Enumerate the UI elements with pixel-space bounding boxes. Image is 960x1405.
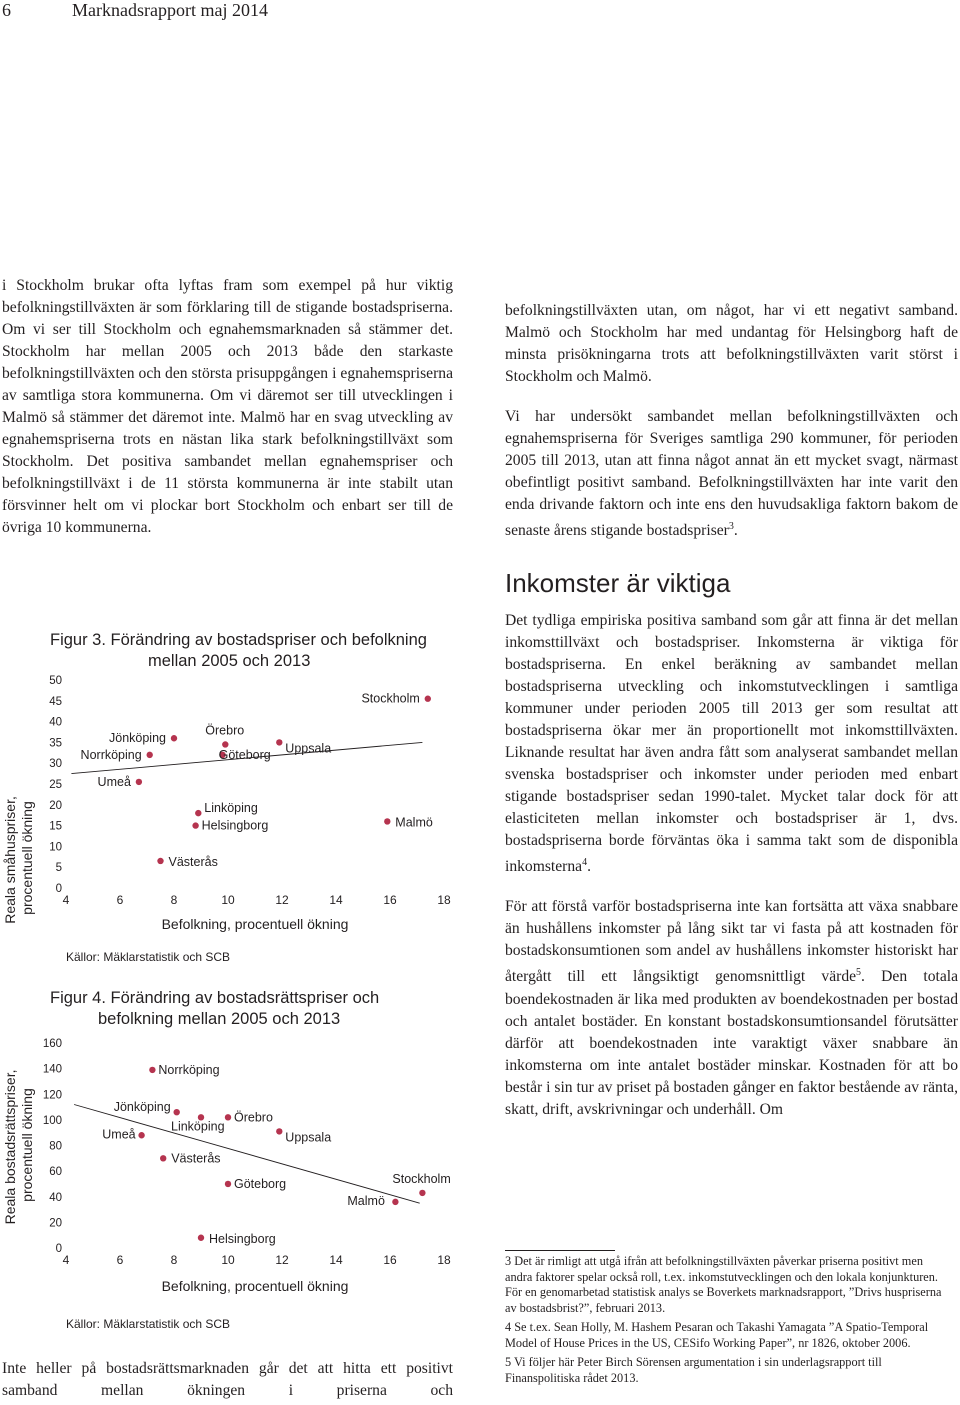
footnote-ref[interactable]: 5 — [856, 967, 862, 979]
figure-title: befolkning mellan 2005 och 2013 — [98, 1010, 341, 1028]
page-header — [2, 0, 268, 21]
figure-title: Figur 3. Förändring av bostadspriser och befolkning — [50, 631, 427, 649]
y-axis-label — [2, 792, 35, 924]
y-tick-label: 45 — [49, 695, 62, 708]
y-tick-label: 20 — [49, 799, 62, 812]
figure-source: Källor: Mäklarstatistik och SCB — [66, 1317, 231, 1330]
footnote: 4 Se t.ex. Sean Holly, M. Hashem Pesaran och Takashi Yamagata ”A Spatio-Temporal Model of House Prices in the US, CESifo Working Paper”, nr 1826, oktober 2006. — [505, 1320, 929, 1350]
data-point — [276, 1128, 282, 1134]
y-axis-label-line: Reala småhuspriser, — [2, 796, 18, 924]
data-point — [147, 752, 153, 758]
y-tick-label: 50 — [49, 675, 62, 687]
y-tick-label: 0 — [55, 1243, 62, 1255]
data-point — [138, 1132, 144, 1138]
y-tick-label: 25 — [49, 779, 62, 791]
data-label: Stockholm — [361, 691, 420, 706]
footnote: 5 Vi följer här Peter Birch Sörensen argumentation i sin underlagsrapport till Finanspolitiska rådet 2013. — [505, 1355, 882, 1385]
footnote-ref[interactable]: 3 — [728, 521, 734, 532]
body-paragraph: befolkningstillväxten utan, om något, har vi ett negativt samband. Malmö och Stockholm har med undantag för Helsingborg haft de minsta prisökningarna trots att befolkningstillväxten varit störst i Stockholm och Malmö. — [505, 302, 958, 385]
y-tick-label: 15 — [49, 820, 62, 833]
data-label: Helsingborg — [209, 1231, 276, 1246]
body-paragraph: i Stockholm brukar ofta lyftas fram som exempel på hur viktig befolkningstillväxten är som förklaring till de stigande bostadspriserna. Om vi ser till Stockholm och egnahemsmarknaden så stämmer det. Stockholm har mellan 2005 och 2013 både den starkaste befolkningstillväxten och den största prisuppgången i egnahemspriserna av samtliga stora kommunerna. Om vi däremot ser till utvecklingen i Malmö så stämmer det däremot inte. Malmö har en svag utveckling av egnahemspriserna trots en nästan lika stark befolkningstillväxt som Stockholm. Det positiva sambandet mellan egnahemspriser och befolkningstillväxt i de 11 största kommunerna är inte stabilt utan försvinner helt om vi plockar bort Stockholm och enbart ser till de övriga 10 kommunerna. — [2, 277, 453, 536]
x-tick-label: 16 — [383, 1253, 397, 1267]
data-label: Göteborg — [234, 1176, 287, 1191]
footnote: 3 Det är rimligt att utgå ifrån att befolkningstillväxten påverkar priserna positivt men andra faktorer spelar också roll, t.ex. inkomstutvecklingen och den lokala konjunkturen. För en genomarbetad statistisk analys se Boverkets marknadsrapport, ”Drivs huspriserna av bostadsbrist?”, februari 2013. — [505, 1254, 942, 1315]
body-paragraph: Inte heller på bostadsrättsmarknaden går det att hitta ett positivt samband mellan ökningen i priserna och — [2, 1360, 453, 1399]
body-paragraph — [505, 406, 958, 542]
footnotes — [505, 1254, 950, 1390]
x-tick-label: 18 — [437, 1253, 451, 1267]
x-tick-label: 14 — [329, 1253, 343, 1267]
data-point — [425, 696, 431, 702]
y-axis-label-line: procentuell ökning — [19, 801, 35, 915]
x-tick-label: 18 — [437, 893, 451, 907]
y-tick-label: 40 — [49, 1191, 62, 1204]
data-point — [136, 779, 142, 785]
data-label: Norrköping — [80, 747, 142, 762]
x-tick-label: 12 — [275, 893, 289, 907]
data-label: Stockholm — [392, 1171, 451, 1186]
y-tick-label: 10 — [49, 841, 62, 854]
report-title: Marknadsrapport maj 2014 — [72, 0, 268, 20]
data-label: Malmö — [395, 815, 433, 830]
data-label: Norrköping — [158, 1062, 220, 1077]
y-tick-label: 120 — [42, 1089, 62, 1102]
data-point — [160, 1155, 166, 1161]
y-tick-label: 60 — [49, 1166, 62, 1179]
page-number: 6 — [2, 0, 11, 20]
figure-source: Källor: Mäklarstatistik och SCB — [66, 950, 231, 964]
data-label: Umeå — [97, 774, 131, 789]
paragraph-text: . — [733, 522, 738, 540]
data-label: Malmö — [347, 1193, 385, 1208]
paragraph-text: Det tydliga empiriska positiva samband som går att finna är det mellan inkomsttillväxt och bostadspriser. Inkomsterna är viktiga för bostadspriserna. En enkel beräkning av sambandet mellan bostadspriserna utveckling och inkomstutvecklingen i samtliga kommuner under perioden 2005 till 2013 ger som resultat att bostadspriserna ökar mer än proportionellt mot inkomsttillväxten. Liknande resultat har även andra fått som analyserat sambandet mellan svenska bostadspriser och inkomster under perioden med enbart stigande bostadspriser sedan 1990-talet. Mycket talar dock för att elasticiteten mellan inkomster och bostadspriser är 1, dvs. bostadspriserna borde förväntas öka i samma takt som de disponibla inkomsterna — [505, 612, 958, 876]
x-tick-label: 8 — [170, 893, 178, 907]
data-label: Jönköping — [113, 1100, 171, 1115]
data-point — [225, 1114, 231, 1120]
section-heading: Inkomster är viktiga — [505, 568, 731, 599]
right-column — [505, 300, 958, 1139]
y-tick-label: 140 — [42, 1063, 62, 1076]
body-paragraph — [505, 896, 958, 1120]
paragraph-text: Vi har undersökt sambandet mellan befolkningstillväxten och egnahemspriserna för Sveriges samtliga 290 kommuner, för perioden 2005 till 2013, utan att finna något annat än ett mycket svagt, närmast obefintligt positivt samband. Befolkningstillväxten har inte varit den enda drivande faktorn och inte ens den huvudsakliga faktorn bakom de senaste årens stigande bostadspriser — [505, 408, 958, 540]
data-point — [198, 1235, 204, 1241]
data-label: Uppsala — [285, 741, 332, 756]
figure-title: mellan 2005 och 2013 — [148, 652, 311, 670]
data-point — [149, 1067, 155, 1073]
data-label: Umeå — [102, 1127, 136, 1142]
y-tick-label: 80 — [49, 1140, 62, 1153]
data-label: Helsingborg — [201, 818, 269, 833]
data-label: Göteborg — [218, 747, 271, 762]
figure-title: Figur 4. Förändring av bostadsrättspriser och — [50, 989, 380, 1007]
plot-area — [43, 1038, 451, 1267]
x-tick-label: 16 — [383, 893, 397, 907]
x-tick-label: 10 — [221, 1253, 235, 1267]
x-tick-label: 10 — [221, 893, 235, 907]
figure-4-chart — [0, 985, 470, 1330]
data-label: Linköping — [204, 801, 258, 816]
x-tick-label: 4 — [62, 1253, 70, 1267]
figure-3-chart — [0, 625, 470, 970]
y-tick-label: 40 — [49, 716, 62, 729]
paragraph-text: För att förstå varför bostadspriserna inte kan fortsätta att växa snabbare än hushållens inkomster på lång sikt tar vi fasta på att kostnaden för bostadskonsumtionen som andel av hushållens inkomster historiskt har återgått till ett långsiktigt genomsnittligt värde — [505, 898, 958, 986]
y-tick-label: 160 — [42, 1038, 62, 1050]
data-point — [192, 822, 198, 828]
data-point — [276, 739, 282, 745]
x-tick-label: 14 — [329, 893, 343, 907]
data-point — [171, 735, 177, 741]
data-label: Västerås — [171, 1151, 221, 1166]
y-tick-label: 100 — [42, 1114, 62, 1127]
data-point — [225, 1181, 231, 1187]
x-tick-label: 8 — [170, 1253, 178, 1267]
y-tick-label: 30 — [49, 758, 62, 771]
x-axis-label: Befolkning, procentuell ökning — [161, 1278, 349, 1294]
data-point — [392, 1199, 398, 1205]
data-point — [174, 1109, 180, 1115]
data-label: Örebro — [234, 1110, 273, 1125]
left-column — [2, 275, 453, 557]
data-label: Jönköping — [109, 731, 166, 746]
body-paragraph — [505, 610, 958, 878]
data-point — [419, 1190, 425, 1196]
data-point — [384, 818, 390, 824]
x-tick-label: 12 — [275, 1253, 289, 1267]
y-axis-label-line: Reala bostadsrättspriser, — [2, 1069, 18, 1225]
data-point — [195, 810, 201, 816]
footnote-divider — [505, 1250, 615, 1251]
data-label: Västerås — [168, 854, 218, 869]
data-label: Uppsala — [285, 1130, 332, 1145]
paragraph-text: . Den totala boendekostnaden är lika med produkten av boendekostnaden per bostad och antalet bostäder. En konstant bostadskonsumtionsandel förutsätter därför att boendekostnaden inte varaktigt växer snabbare än inkomsterna om inte antalet bostäder minskar. Kostnaden för att bo består i sin tur av priset på bostaden gånger en faktor bestående av ränta, skatt, drift, avskrivningar och underhåll. Om — [505, 968, 958, 1118]
data-point — [157, 858, 163, 864]
x-tick-label: 6 — [116, 1253, 124, 1267]
y-tick-label: 0 — [55, 883, 62, 895]
y-axis-label — [2, 1066, 35, 1225]
paragraph-text: . — [587, 858, 591, 876]
data-point — [222, 741, 228, 747]
plot-area — [49, 675, 451, 907]
x-tick-label: 6 — [116, 893, 124, 907]
data-label: Örebro — [205, 723, 245, 738]
x-axis-label: Befolkning, procentuell ökning — [161, 916, 349, 932]
y-tick-label: 35 — [49, 737, 62, 750]
x-tick-label: 4 — [62, 893, 70, 907]
data-label: Linköping — [171, 1119, 225, 1134]
y-axis-label-line: procentuell ökning — [19, 1088, 35, 1202]
y-tick-label: 20 — [49, 1217, 62, 1230]
y-tick-label: 5 — [55, 862, 62, 875]
footnote-ref[interactable]: 4 — [582, 857, 588, 869]
